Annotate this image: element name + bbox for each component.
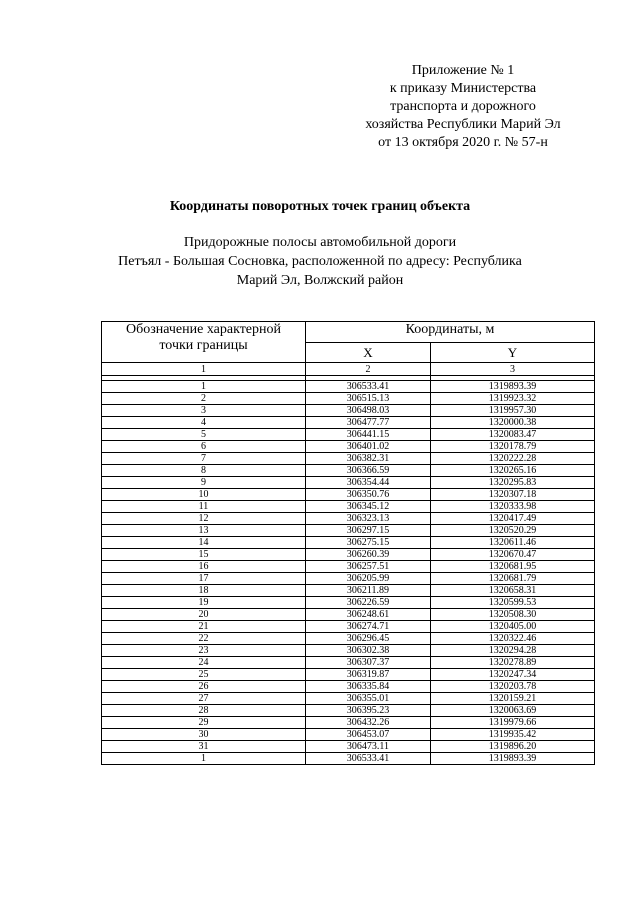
table-row [102, 465, 595, 477]
point-number-cell: 21 [102, 621, 306, 633]
point-number-cell: 30 [102, 729, 306, 741]
x-coordinate-cell: 306395.23 [306, 705, 431, 717]
point-number-cell: 4 [102, 417, 306, 429]
column-number: 2 [306, 363, 431, 376]
table-row [102, 501, 595, 513]
x-coordinate-cell: 306366.59 [306, 465, 431, 477]
y-coordinate-cell: 1319979.66 [431, 717, 595, 729]
table-row [102, 393, 595, 405]
point-number-cell: 13 [102, 525, 306, 537]
x-coordinate-cell: 306441.15 [306, 429, 431, 441]
point-number-cell: 26 [102, 681, 306, 693]
header-line: к приказу Министерства [389, 81, 537, 96]
x-coordinate-cell: 306453.07 [306, 729, 431, 741]
x-coordinate-cell: 306226.59 [306, 597, 431, 609]
y-coordinate-cell: 1320222.28 [431, 453, 595, 465]
table-row [102, 477, 595, 489]
y-coordinate-cell: 1320322.46 [431, 633, 595, 645]
table-row [102, 681, 595, 693]
x-coordinate-cell: 306533.41 [306, 381, 431, 393]
table-row [102, 585, 595, 597]
y-coordinate-cell: 1319957.30 [431, 405, 595, 417]
y-coordinate-cell: 1320670.47 [431, 549, 595, 561]
point-designation-header [102, 322, 306, 363]
y-coordinate-cell: 1320178.79 [431, 441, 595, 453]
y-coordinate-cell: 1320681.95 [431, 561, 595, 573]
point-header-line: точки границы [159, 338, 248, 353]
x-coordinate-cell: 306275.15 [306, 537, 431, 549]
y-coordinate-cell: 1320417.49 [431, 513, 595, 525]
point-number-cell: 16 [102, 561, 306, 573]
y-coordinate-cell: 1320278.89 [431, 657, 595, 669]
point-number-cell: 3 [102, 405, 306, 417]
subtitle-line: Придорожные полосы автомобильной дороги [183, 235, 457, 250]
x-coordinate-cell: 306205.99 [306, 573, 431, 585]
y-coordinate-cell: 1320508.30 [431, 609, 595, 621]
x-coordinate-cell: 306473.11 [306, 741, 431, 753]
x-coordinate-cell: 306296.45 [306, 633, 431, 645]
point-number-cell: 2 [102, 393, 306, 405]
table-row [102, 441, 595, 453]
x-coordinate-cell: 306477.77 [306, 417, 431, 429]
table-row [102, 609, 595, 621]
table-row [102, 453, 595, 465]
y-coordinate-cell: 1320681.79 [431, 573, 595, 585]
x-coordinate-cell: 306515.13 [306, 393, 431, 405]
x-coordinate-cell: 306335.84 [306, 681, 431, 693]
point-number-cell: 8 [102, 465, 306, 477]
x-coordinate-cell: 306345.12 [306, 501, 431, 513]
point-number-cell: 14 [102, 537, 306, 549]
y-coordinate-cell: 1320307.18 [431, 489, 595, 501]
coordinates-table [101, 321, 595, 765]
table-row [102, 513, 595, 525]
y-coordinate-cell: 1320294.28 [431, 645, 595, 657]
x-coordinate-cell: 306533.41 [306, 753, 431, 765]
x-coordinate-cell: 306307.37 [306, 657, 431, 669]
point-number-cell: 17 [102, 573, 306, 585]
table-row [102, 429, 595, 441]
y-coordinate-cell: 1320265.16 [431, 465, 595, 477]
y-column-header: Y [431, 343, 595, 363]
point-number-cell: 12 [102, 513, 306, 525]
point-number-cell: 20 [102, 609, 306, 621]
point-number-cell: 10 [102, 489, 306, 501]
point-number-cell: 28 [102, 705, 306, 717]
x-coordinate-cell: 306302.38 [306, 645, 431, 657]
table-row [102, 753, 595, 765]
table-row [102, 381, 595, 393]
header-line: транспорта и дорожного [390, 99, 536, 114]
x-coordinate-cell: 306350.76 [306, 489, 431, 501]
y-coordinate-cell: 1320333.98 [431, 501, 595, 513]
table-row [102, 693, 595, 705]
table-row [102, 573, 595, 585]
table-row [102, 417, 595, 429]
table-row [102, 561, 595, 573]
header-line: хозяйства Республики Марий Эл [365, 117, 561, 132]
y-coordinate-cell: 1320611.46 [431, 537, 595, 549]
point-number-cell: 23 [102, 645, 306, 657]
x-coordinate-cell: 306260.39 [306, 549, 431, 561]
column-number: 3 [431, 363, 595, 376]
x-coordinate-cell: 306382.31 [306, 453, 431, 465]
x-coordinate-cell: 306297.15 [306, 525, 431, 537]
table-row [102, 405, 595, 417]
table-row [102, 705, 595, 717]
point-number-cell: 1 [102, 753, 306, 765]
x-coordinate-cell: 306432.26 [306, 717, 431, 729]
point-number-cell: 24 [102, 657, 306, 669]
table-row [102, 741, 595, 753]
document-subtitle [0, 233, 640, 290]
y-coordinate-cell: 1320159.21 [431, 693, 595, 705]
x-coordinate-cell: 306498.03 [306, 405, 431, 417]
y-coordinate-cell: 1320000.38 [431, 417, 595, 429]
header-line: Приложение № 1 [411, 63, 515, 78]
coordinates-body [102, 381, 595, 765]
y-coordinate-cell: 1319923.32 [431, 393, 595, 405]
point-number-cell: 18 [102, 585, 306, 597]
subtitle-line: Петъял - Большая Сосновка, расположенной по адресу: Республика [118, 254, 522, 269]
y-coordinate-cell: 1319896.20 [431, 741, 595, 753]
point-number-cell: 9 [102, 477, 306, 489]
x-coordinate-cell: 306248.61 [306, 609, 431, 621]
order-appendix-header [343, 62, 583, 152]
table-row [102, 717, 595, 729]
point-number-cell: 1 [102, 381, 306, 393]
y-coordinate-cell: 1320405.00 [431, 621, 595, 633]
column-number: 1 [102, 363, 306, 376]
table-row [102, 621, 595, 633]
point-number-cell: 6 [102, 441, 306, 453]
point-number-cell: 5 [102, 429, 306, 441]
header-line: от 13 октября 2020 г. № 57-н [378, 135, 548, 150]
subtitle-line: Марий Эл, Волжский район [236, 273, 404, 288]
point-number-cell: 31 [102, 741, 306, 753]
y-coordinate-cell: 1320295.83 [431, 477, 595, 489]
point-number-cell: 11 [102, 501, 306, 513]
y-coordinate-cell: 1319893.39 [431, 381, 595, 393]
x-coordinate-cell: 306354.44 [306, 477, 431, 489]
table-row [102, 537, 595, 549]
table-row [102, 633, 595, 645]
point-number-cell: 7 [102, 453, 306, 465]
point-number-cell: 25 [102, 669, 306, 681]
table-row [102, 645, 595, 657]
y-coordinate-cell: 1320063.69 [431, 705, 595, 717]
point-number-cell: 22 [102, 633, 306, 645]
point-number-cell: 15 [102, 549, 306, 561]
table-row [102, 669, 595, 681]
document-title: Координаты поворотных точек границ объекта [169, 199, 471, 214]
x-coordinate-cell: 306323.13 [306, 513, 431, 525]
x-coordinate-cell: 306257.51 [306, 561, 431, 573]
table-row [102, 657, 595, 669]
table-row [102, 597, 595, 609]
table-row [102, 729, 595, 741]
table-row [102, 549, 595, 561]
x-coordinate-cell: 306355.01 [306, 693, 431, 705]
point-number-cell: 27 [102, 693, 306, 705]
point-number-cell: 19 [102, 597, 306, 609]
x-coordinate-cell: 306211.89 [306, 585, 431, 597]
y-coordinate-cell: 1320658.31 [431, 585, 595, 597]
y-coordinate-cell: 1320247.34 [431, 669, 595, 681]
point-header-line: Обозначение характерной [125, 322, 282, 337]
point-number-cell: 29 [102, 717, 306, 729]
y-coordinate-cell: 1320083.47 [431, 429, 595, 441]
x-coordinate-cell: 306401.02 [306, 441, 431, 453]
y-coordinate-cell: 1320203.78 [431, 681, 595, 693]
table-row [102, 525, 595, 537]
y-coordinate-cell: 1320599.53 [431, 597, 595, 609]
y-coordinate-cell: 1319893.39 [431, 753, 595, 765]
coordinates-header: Координаты, м [306, 322, 595, 343]
y-coordinate-cell: 1320520.29 [431, 525, 595, 537]
y-coordinate-cell: 1319935.42 [431, 729, 595, 741]
x-coordinate-cell: 306274.71 [306, 621, 431, 633]
x-coordinate-cell: 306319.87 [306, 669, 431, 681]
table-row [102, 489, 595, 501]
x-column-header: X [306, 343, 431, 363]
